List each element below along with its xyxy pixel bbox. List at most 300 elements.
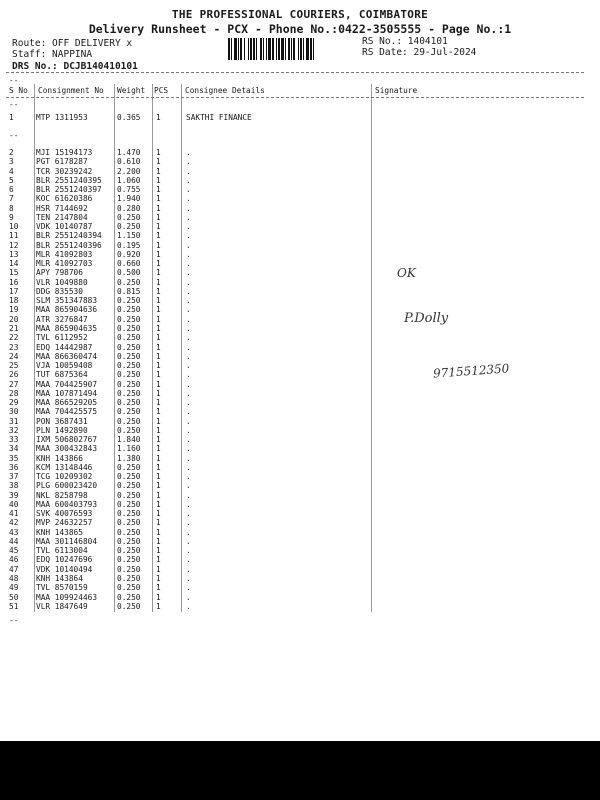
row-consignee: .	[186, 536, 191, 546]
row-weight: 0.250	[117, 333, 141, 343]
row-pcs: 1	[156, 361, 161, 370]
row-pcs: 1	[156, 425, 161, 435]
row-consignee: .	[186, 583, 191, 593]
table-row	[0, 481, 600, 490]
row-pcs: 1	[156, 166, 161, 176]
row-consignee: .	[186, 509, 191, 519]
row-sno: 51	[9, 601, 19, 611]
row-pcs: 1	[156, 240, 161, 250]
row-weight: 1.160	[117, 444, 141, 454]
row-consignee: .	[186, 472, 191, 482]
row-pcs: 1	[156, 536, 161, 546]
row-consignment: ATR 3276847	[36, 314, 88, 324]
row-weight: 0.610	[117, 157, 141, 167]
row-consignee: .	[186, 342, 191, 352]
row-pcs: 1	[156, 379, 161, 389]
row-pcs: 1	[156, 277, 161, 287]
row-weight: 0.250	[117, 546, 141, 556]
row-consignee: .	[186, 416, 191, 426]
row-pcs: 1	[156, 592, 161, 602]
runsheet-subtitle: Delivery Runsheet - PCX - Phone No.:0422-3505555 - Page No.:1	[88, 22, 512, 36]
table-row	[0, 231, 600, 240]
row-sno: 47	[9, 564, 19, 574]
row-sno: 28	[9, 388, 19, 398]
row-weight: 0.250	[117, 361, 141, 370]
row-consignment: NKL 8258798	[36, 490, 88, 500]
row-consignee: .	[186, 361, 191, 370]
row-sno: 6	[9, 185, 14, 194]
row-consignment: BLR 2551240397	[36, 185, 102, 194]
row-consignee: .	[186, 398, 191, 407]
row-consignee: .	[186, 546, 191, 556]
row-sno: 40	[9, 499, 19, 509]
separator-bottom: --	[9, 616, 19, 625]
row-consignment: VLR 1049880	[36, 277, 88, 287]
row-pcs: 1	[156, 509, 161, 519]
row-sno: 8	[9, 203, 14, 213]
separator-first: --	[9, 131, 19, 140]
row-consignee: .	[186, 499, 191, 509]
handwritten-phone: 9715512350	[432, 361, 510, 381]
col-header-consignee: Consignee Details	[185, 86, 265, 95]
row-pcs: 1	[156, 203, 161, 213]
row-pcs: 1	[156, 342, 161, 352]
row-pcs: 1	[156, 490, 161, 500]
row-consignee: .	[186, 564, 191, 574]
table-row	[0, 315, 600, 324]
row-pcs: 1	[156, 148, 161, 157]
row-pcs: 1	[156, 555, 161, 565]
scan-black-border	[0, 741, 600, 800]
row-consignee: .	[186, 462, 191, 472]
row-weight: 0.250	[117, 462, 141, 472]
row-weight: 0.250	[117, 388, 141, 398]
row-weight: 1.150	[117, 231, 141, 241]
table-row	[0, 417, 600, 426]
row-consignment: TVL 8570159	[36, 583, 88, 593]
row-consignee: .	[186, 601, 191, 611]
row-weight: 0.250	[117, 574, 141, 583]
row-consignment: HSR 7144692	[36, 203, 88, 213]
table-row	[0, 157, 600, 166]
table-row	[0, 435, 600, 444]
table-row	[0, 278, 600, 287]
row-consignee: .	[186, 296, 191, 306]
row-weight: 0.250	[117, 518, 141, 528]
table-row	[0, 185, 600, 194]
row-weight: 0.280	[117, 203, 141, 213]
row-consignee: .	[186, 240, 191, 250]
table-row	[0, 268, 600, 277]
row-weight: 1.060	[117, 175, 141, 185]
row-consignee: .	[186, 166, 191, 176]
row-consignment: MAA 300432843	[36, 444, 98, 454]
row-pcs: 1	[156, 453, 161, 463]
table-row	[0, 463, 600, 472]
table-row	[0, 194, 600, 203]
col-header-consignment: Consignment No	[38, 86, 104, 95]
row-consignment: EDQ 14442987	[36, 342, 93, 352]
row-weight: 0.250	[117, 472, 141, 482]
row-pcs: 1	[156, 259, 161, 269]
table-row	[0, 537, 600, 546]
rs-date: RS Date: 29-Jul-2024	[362, 47, 477, 58]
row-weight: 0.500	[117, 268, 141, 278]
row-consignment: TEN 2147804	[36, 212, 88, 222]
row-consignee: .	[186, 453, 191, 463]
row-pcs: 1	[156, 249, 161, 259]
route-label: Route: OFF DELIVERY x	[12, 38, 133, 49]
row-weight: 2.200	[117, 166, 141, 176]
rs-number: RS No.: 1404101	[362, 36, 448, 47]
table-row	[0, 352, 600, 361]
row-pcs: 1	[156, 370, 161, 380]
row-consignment: TCG 10209302	[36, 472, 93, 482]
row-consignee: .	[186, 194, 191, 204]
row-consignee: .	[186, 351, 191, 361]
row-sno: 24	[9, 351, 19, 361]
header-divider	[6, 72, 584, 73]
row-sno: 5	[9, 175, 14, 185]
row-sno: 48	[9, 574, 19, 583]
row-pcs: 1	[156, 574, 161, 583]
row-weight: 0.365	[117, 113, 141, 122]
table-row	[0, 546, 600, 555]
row-consignment: TUT 6875364	[36, 370, 88, 380]
row-sno: 16	[9, 277, 19, 287]
row-consignee: .	[186, 157, 191, 167]
row-consignment: KNH 143865	[36, 527, 83, 537]
table-row	[0, 454, 600, 463]
drs-number: DRS No.: DCJB140410101	[12, 61, 138, 72]
row-weight: 0.250	[117, 592, 141, 602]
row-weight: 0.250	[117, 314, 141, 324]
row-sno: 33	[9, 435, 19, 445]
row-consignment: TCR 30239242	[36, 166, 93, 176]
row-consignee: .	[186, 277, 191, 287]
row-consignee: .	[186, 268, 191, 278]
row-weight: 1.940	[117, 194, 141, 204]
row-sno: 39	[9, 490, 19, 500]
row-consignment: SVK 40076593	[36, 509, 93, 519]
row-pcs: 1	[156, 175, 161, 185]
row-weight: 0.815	[117, 286, 141, 296]
row-weight: 0.250	[117, 481, 141, 491]
row-pcs: 1	[156, 407, 161, 417]
row-sno: 46	[9, 555, 19, 565]
row-weight: 1.470	[117, 148, 141, 157]
row-sno: 13	[9, 249, 19, 259]
row-pcs: 1	[156, 546, 161, 556]
row-consignee: .	[186, 518, 191, 528]
row-weight: 0.250	[117, 379, 141, 389]
row-weight: 0.250	[117, 296, 141, 306]
row-consignment: DDG 835530	[36, 286, 83, 296]
row-weight: 0.250	[117, 370, 141, 380]
row-consignee: .	[186, 379, 191, 389]
row-sno: 11	[9, 231, 19, 241]
row-consignment: SLM 351347883	[36, 296, 98, 306]
row-consignment: MAA 704425575	[36, 407, 98, 417]
row-sno: 32	[9, 425, 19, 435]
row-consignee: .	[186, 203, 191, 213]
row-consignment: PGT 6178287	[36, 157, 88, 167]
row-pcs: 1	[156, 185, 161, 194]
table-row	[0, 407, 600, 416]
row-consignee: .	[186, 407, 191, 417]
row-weight: 0.250	[117, 527, 141, 537]
table-row	[0, 241, 600, 250]
handwritten-signature: P.Dolly	[404, 311, 449, 326]
row-weight: 0.250	[117, 277, 141, 287]
row-pcs: 1	[156, 444, 161, 454]
table-row	[0, 491, 600, 500]
row-consignee: .	[186, 574, 191, 583]
row-consignee: .	[186, 323, 191, 333]
row-weight: 0.250	[117, 342, 141, 352]
row-pcs: 1	[156, 472, 161, 482]
table-row	[0, 324, 600, 333]
table-row	[0, 389, 600, 398]
separator-mid: --	[9, 100, 19, 109]
row-consignee: .	[186, 222, 191, 232]
row-sno: 43	[9, 527, 19, 537]
row-sno: 38	[9, 481, 19, 491]
row-sno: 9	[9, 212, 14, 222]
row-consignee: .	[186, 435, 191, 445]
row-sno: 37	[9, 472, 19, 482]
row-consignment: VLR 1847649	[36, 601, 88, 611]
row-consignee: .	[186, 231, 191, 241]
row-consignee: .	[186, 286, 191, 296]
row-weight: 1.380	[117, 453, 141, 463]
table-row	[0, 565, 600, 574]
row-consignment: PLN 1492890	[36, 425, 88, 435]
row-weight: 0.250	[117, 351, 141, 361]
row-pcs: 1	[156, 157, 161, 167]
row-consignee: .	[186, 425, 191, 435]
table-row	[0, 343, 600, 352]
row-sno: 44	[9, 536, 19, 546]
table-row	[0, 593, 600, 602]
row-consignment: MAA 600403793	[36, 499, 98, 509]
barcode-bar	[313, 38, 314, 60]
row-pcs: 1	[156, 564, 161, 574]
table-row	[0, 555, 600, 564]
row-pcs: 1	[156, 435, 161, 445]
col-header-pcs: PCS	[154, 86, 169, 95]
row-pcs: 1	[156, 286, 161, 296]
row-consignee: .	[186, 185, 191, 194]
table-row	[0, 472, 600, 481]
col-header-sno: S No	[9, 86, 28, 95]
table-row	[0, 380, 600, 389]
row-pcs: 1	[156, 222, 161, 232]
row-sno: 41	[9, 509, 19, 519]
row-consignment: MAA 109924463	[36, 592, 98, 602]
column-header-divider	[6, 97, 584, 98]
table-row	[0, 259, 600, 268]
row-pcs: 1	[156, 518, 161, 528]
row-sno: 26	[9, 370, 19, 380]
row-consignment: MVP 24632257	[36, 518, 93, 528]
row-pcs: 1	[156, 351, 161, 361]
table-row	[0, 213, 600, 222]
row-sno: 3	[9, 157, 14, 167]
row-sno: 25	[9, 361, 19, 370]
row-consignment: MJI 15194173	[36, 148, 93, 157]
row-pcs: 1	[156, 333, 161, 343]
row-pcs: 1	[156, 527, 161, 537]
row-sno: 18	[9, 296, 19, 306]
row-consignee: .	[186, 333, 191, 343]
row-weight: 0.250	[117, 323, 141, 333]
row-sno: 7	[9, 194, 14, 204]
table-row	[0, 305, 600, 314]
row-consignment: BLR 2551240394	[36, 231, 102, 241]
table-row	[0, 222, 600, 231]
row-consignee: .	[186, 370, 191, 380]
row-pcs: 1	[156, 305, 161, 315]
row-pcs: 1	[156, 601, 161, 611]
handwritten-ok: OK	[397, 266, 416, 280]
table-row	[0, 250, 600, 259]
row-consignment: MAA 704425907	[36, 379, 98, 389]
table-row	[0, 574, 600, 583]
row-consignment: KCM 13148446	[36, 462, 93, 472]
row-sno: 42	[9, 518, 19, 528]
row-sno: 15	[9, 268, 19, 278]
row-sno: 19	[9, 305, 19, 315]
row-weight: 0.920	[117, 249, 141, 259]
row-weight: 0.250	[117, 536, 141, 546]
row-consignee: .	[186, 175, 191, 185]
row-sno: 12	[9, 240, 19, 250]
row-pcs: 1	[156, 481, 161, 491]
row-consignee: .	[186, 555, 191, 565]
row-sno: 14	[9, 259, 19, 269]
separator-top: --	[9, 76, 19, 85]
row-sno: 45	[9, 546, 19, 556]
row-consignee: .	[186, 444, 191, 454]
table-row	[0, 509, 600, 518]
row-weight: 0.250	[117, 499, 141, 509]
row-consignment: APY 798706	[36, 268, 83, 278]
row-consignment: MAA 865904635	[36, 323, 98, 333]
row-consignee: .	[186, 481, 191, 491]
table-row	[0, 167, 600, 176]
row-weight: 0.660	[117, 259, 141, 269]
row-pcs: 1	[156, 113, 161, 122]
table-row	[0, 518, 600, 527]
row-sno: 34	[9, 444, 19, 454]
row-consignee: .	[186, 490, 191, 500]
company-title: THE PROFESSIONAL COURIERS, COIMBATORE	[171, 8, 429, 21]
table-row	[0, 528, 600, 537]
barcode-image	[228, 38, 356, 60]
table-row	[0, 113, 600, 122]
row-consignment: MAA 865904636	[36, 305, 98, 315]
row-weight: 0.250	[117, 407, 141, 417]
row-sno: 50	[9, 592, 19, 602]
staff-label: Staff: NAPPINA	[12, 49, 93, 60]
row-consignment: MAA 866529205	[36, 398, 98, 407]
row-pcs: 1	[156, 268, 161, 278]
row-sno: 2	[9, 148, 14, 157]
row-weight: 0.250	[117, 425, 141, 435]
row-consignment: BLR 2551240395	[36, 175, 102, 185]
row-pcs: 1	[156, 194, 161, 204]
row-pcs: 1	[156, 499, 161, 509]
row-sno: 21	[9, 323, 19, 333]
row-weight: 0.250	[117, 416, 141, 426]
row-consignment: KNH 143864	[36, 574, 83, 583]
row-sno: 36	[9, 462, 19, 472]
row-consignee: .	[186, 527, 191, 537]
row-consignee: .	[186, 592, 191, 602]
row-consignment: MLR 41092803	[36, 249, 93, 259]
row-pcs: 1	[156, 231, 161, 241]
row-consignee: .	[186, 259, 191, 269]
row-consignment: PLG 600023420	[36, 481, 98, 491]
row-pcs: 1	[156, 212, 161, 222]
row-consignment: MAA 107871494	[36, 388, 98, 398]
row-consignment: BLR 2551240396	[36, 240, 102, 250]
row-sno: 20	[9, 314, 19, 324]
row-consignment: MAA 866360474	[36, 351, 98, 361]
row-consignee: SAKTHI FINANCE	[186, 113, 252, 122]
row-consignment: VDK 10140494	[36, 564, 93, 574]
table-row	[0, 204, 600, 213]
table-row	[0, 398, 600, 407]
row-weight: 0.250	[117, 490, 141, 500]
row-sno: 35	[9, 453, 19, 463]
row-pcs: 1	[156, 314, 161, 324]
row-sno: 17	[9, 286, 19, 296]
row-consignment: PON 3687431	[36, 416, 88, 426]
table-row	[0, 583, 600, 592]
row-consignee: .	[186, 249, 191, 259]
row-consignment: MLR 41092703	[36, 259, 93, 269]
row-sno: 1	[9, 113, 14, 122]
row-sno: 4	[9, 166, 14, 176]
row-weight: 0.250	[117, 305, 141, 315]
row-weight: 1.840	[117, 435, 141, 445]
row-consignee: .	[186, 388, 191, 398]
row-pcs: 1	[156, 462, 161, 472]
table-row	[0, 500, 600, 509]
row-sno: 10	[9, 222, 19, 232]
row-consignee: .	[186, 305, 191, 315]
table-row	[0, 602, 600, 611]
row-consignment: VJA 10059408	[36, 361, 93, 370]
row-weight: 0.250	[117, 212, 141, 222]
row-pcs: 1	[156, 388, 161, 398]
table-row	[0, 444, 600, 453]
row-consignment: EDQ 10247696	[36, 555, 93, 565]
row-consignee: .	[186, 212, 191, 222]
row-consignment: KOC 61620386	[36, 194, 93, 204]
row-sno: 23	[9, 342, 19, 352]
row-weight: 0.250	[117, 222, 141, 232]
row-pcs: 1	[156, 398, 161, 407]
row-consignment: TVL 6113004	[36, 546, 88, 556]
row-weight: 0.755	[117, 185, 141, 194]
row-consignment: MTP 1311953	[36, 113, 88, 122]
row-weight: 0.250	[117, 564, 141, 574]
row-sno: 31	[9, 416, 19, 426]
table-row	[0, 333, 600, 342]
